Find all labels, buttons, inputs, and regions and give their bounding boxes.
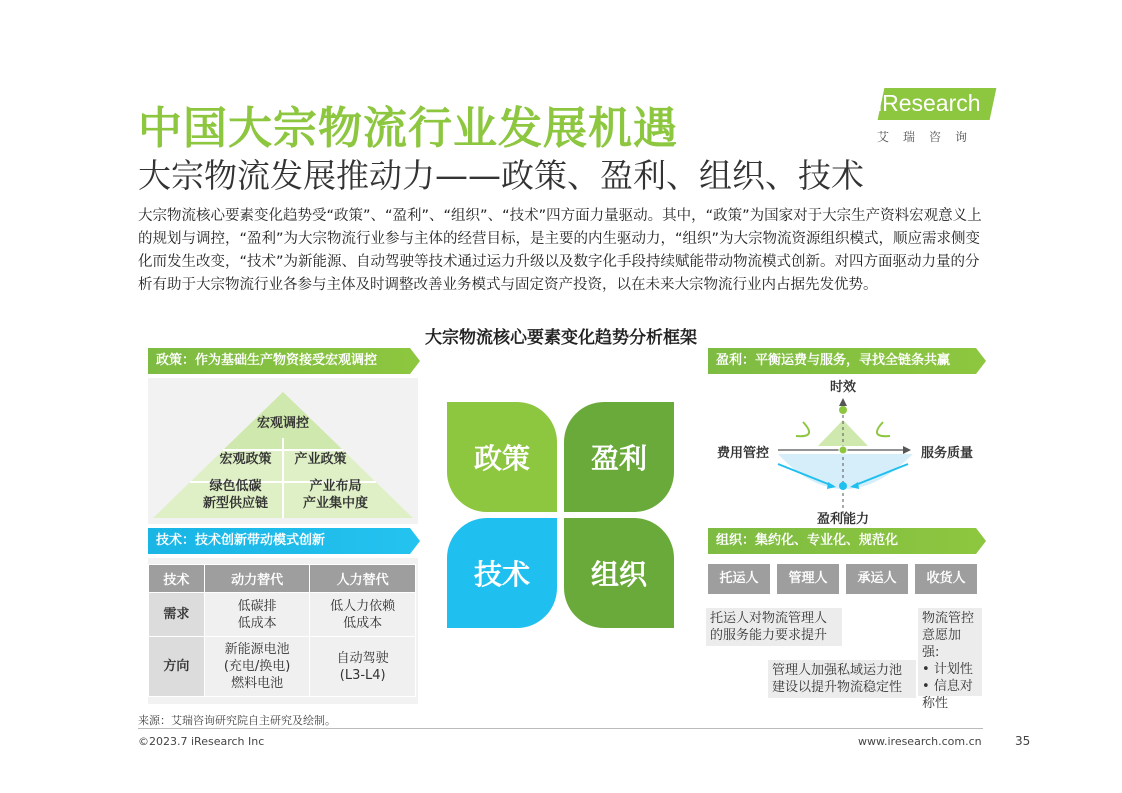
table-row <box>149 593 416 637</box>
framework-title: 大宗物流核心要素变化趋势分析框架 <box>425 328 697 348</box>
tech-header-0: 技术 <box>149 565 205 593</box>
org-note-receiver-item: • 信息对 称性 <box>922 679 973 711</box>
role-manager: 管理人 <box>777 564 839 594</box>
copyright: ©2023.7 iResearch Inc <box>138 735 265 748</box>
policy-bar-label: 政策：作为基础生产物资接受宏观调控 <box>156 353 378 368</box>
policy-bar <box>148 348 410 374</box>
page-subtitle: 大宗物流发展推动力——政策、盈利、组织、技术 <box>138 156 864 195</box>
quadrant-profit: 盈利 <box>564 402 674 512</box>
role-carrier: 承运人 <box>846 564 908 594</box>
quadrant-policy: 政策 <box>447 402 557 512</box>
source-note: 来源：艾瑞咨询研究院自主研究及绘制。 <box>138 714 336 727</box>
tech-cell: 低人力依赖 低成本 <box>310 593 416 637</box>
tech-bar-label: 技术：技术创新带动模式创新 <box>156 533 326 548</box>
intro-paragraph: 大宗物流核心要素变化趋势受“政策”、“盈利”、“组织”、“技术”四方面力量驱动。其中，“政策”为国家对于大宗生产资料宏观意义上的规划与调控，“盈利”为大宗物流行业参与主体的经营目标，是主要的内生驱动力，“组织”为大宗物流资源组织模式，顺应需求侧变化而发生改变，“技术”为新能源、自动驾驶等技术通过运力升级以及数字化手段持续赋能带动物流模式创新。对四方面驱动力量的分析有助于大宗物流行业各参与主体及时调整改善业务模式与固定资产投资，以在未来大宗物流行业内占据先发优势。 <box>138 208 982 293</box>
tech-cell: 新能源电池 (充电/换电) 燃料电池 <box>204 637 310 697</box>
org-note-receiver <box>918 608 982 711</box>
profit-bottom: 盈利能力 <box>816 512 869 527</box>
quadrant-org: 组织 <box>564 518 674 628</box>
org-note-receiver-item: • 计划性 <box>922 662 973 677</box>
org-bar <box>708 528 976 554</box>
tech-panel <box>148 558 418 704</box>
table-row <box>149 637 416 697</box>
role-shipper: 托运人 <box>708 564 770 594</box>
policy-mid-left: 宏观政策 <box>219 452 272 467</box>
logo-subtext: 艾瑞咨询 <box>877 130 982 144</box>
org-note-receiver-title: 物流管控 意愿加强: <box>922 611 975 660</box>
org-note-manager: 管理人加强私域运力池 建设以提升物流稳定性 <box>768 660 916 698</box>
tech-header-2: 人力替代 <box>310 565 416 593</box>
profit-top: 时效 <box>829 380 856 395</box>
page-title: 中国大宗物流行业发展机遇 <box>138 103 678 154</box>
tech-table <box>148 564 416 697</box>
org-note-shipper: 托运人对物流管理人 的服务能力要求提升 <box>706 608 842 646</box>
org-item-label: 信息对 称性 <box>922 679 973 711</box>
logo-text: iResearch <box>877 90 981 116</box>
role-receiver: 收货人 <box>915 564 977 594</box>
policy-bot-right: 产业布局 产业集中度 <box>302 479 368 511</box>
quadrant-tech: 技术 <box>447 518 557 628</box>
policy-bot-left: 绿色低碳 新型供应链 <box>202 479 268 511</box>
page-number: 35 <box>1015 734 1031 748</box>
org-bar-label: 组织：集约化、专业化、规范化 <box>716 533 899 548</box>
profit-diagram <box>708 374 983 527</box>
org-item-label: 计划性 <box>933 662 973 677</box>
tech-bar <box>148 528 410 554</box>
profit-bar <box>708 348 976 374</box>
tech-header-1: 动力替代 <box>204 565 310 593</box>
policy-top: 宏观调控 <box>256 416 309 431</box>
site-url: www.iresearch.com.cn <box>858 735 982 748</box>
tech-cell: 自动驾驶 (L3-L4) <box>310 637 416 697</box>
policy-mid-right: 产业政策 <box>294 452 347 467</box>
profit-bar-label: 盈利：平衡运费与服务，寻找全链条共赢 <box>716 353 951 368</box>
iresearch-logo <box>873 88 993 148</box>
policy-panel <box>148 378 418 524</box>
tech-row-label: 方向 <box>149 637 205 697</box>
footer-divider <box>138 728 983 729</box>
profit-right: 服务质量 <box>920 446 973 461</box>
profit-left: 费用管控 <box>716 446 769 461</box>
tech-cell: 低碳排 低成本 <box>204 593 310 637</box>
tech-row-label: 需求 <box>149 593 205 637</box>
